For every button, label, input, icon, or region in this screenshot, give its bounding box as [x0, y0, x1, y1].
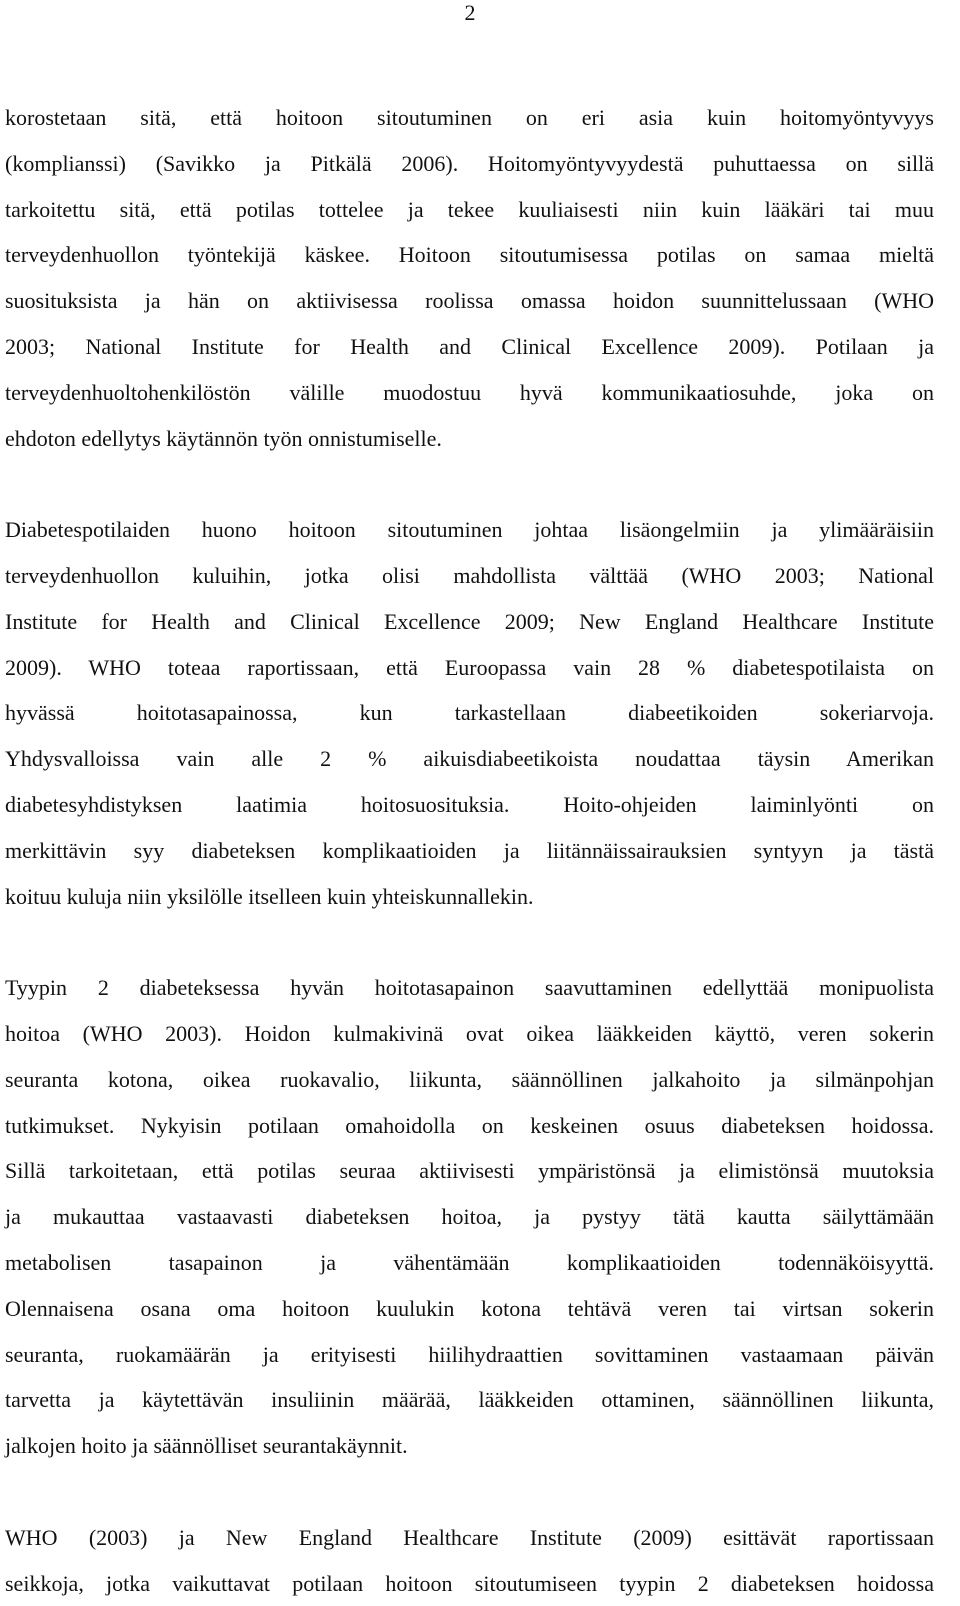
text-line: tarvetta ja käytettävän insuliinin määrää, lääkkeiden ottaminen, säännöllinen liikunta, — [5, 1387, 934, 1413]
paragraph-spacer — [5, 1469, 934, 1515]
paragraph-spacer — [5, 461, 934, 507]
text-line: WHO (2003) ja New England Healthcare Institute (2009) esittävät raportissaan — [5, 1524, 934, 1550]
document-body — [5, 95, 934, 1606]
text-line: tarkoitettu sitä, että potilas tottelee ja tekee kuuliaisesti niin kuin lääkäri tai muu — [5, 196, 934, 222]
text-line: ehdoton edellytys käytännön työn onnistumiselle. — [5, 425, 442, 451]
text-line: terveydenhuollon kuluihin, jotka olisi mahdollista välttää (WHO 2003; National — [5, 562, 934, 588]
text-line: Tyypin 2 diabeteksessa hyvän hoitotasapainon saavuttaminen edellyttää monipuolista — [5, 975, 934, 1001]
paragraph-1 — [5, 95, 934, 461]
text-line: korostetaan sitä, että hoitoon sitoutuminen on eri asia kuin hoitomyöntyvyys — [5, 105, 934, 130]
paragraph-2 — [5, 507, 934, 919]
text-line: Olennaisena osana oma hoitoon kuulukin kotona tehtävä veren tai virtsan sokerin — [5, 1295, 934, 1321]
text-line: merkittävin syy diabeteksen komplikaatioiden ja liitännäissairauksien syntyyn ja tästä — [5, 837, 934, 863]
text-line: metabolisen tasapainon ja vähentämään komplikaatioiden todennäköisyyttä. — [5, 1249, 934, 1275]
text-line: diabetesyhdistyksen laatimia hoitosuosituksia. Hoito-ohjeiden laiminlyönti on — [5, 791, 934, 817]
page-number: 2 — [464, 0, 476, 25]
paragraph-spacer — [5, 919, 934, 965]
text-line: terveydenhuoltohenkilöstön välille muodostuu hyvä kommunikaatiosuhde, joka on — [5, 379, 934, 405]
text-line: tutkimukset. Nykyisin potilaan omahoidolla on keskeinen osuus diabeteksen hoidossa. — [5, 1112, 934, 1138]
text-line: 2009). WHO toteaa raportissaan, että Euroopassa vain 28 % diabetespotilaista on — [5, 654, 934, 680]
text-line: seuranta, ruokamäärän ja erityisesti hiilihydraattien sovittaminen vastaamaan päivän — [5, 1341, 934, 1367]
text-line: (komplianssi) (Savikko ja Pitkälä 2006). Hoitomyöntyvyydestä puhuttaessa on sillä — [5, 150, 934, 176]
text-line: Institute for Health and Clinical Excellence 2009; New England Healthcare Institute — [5, 608, 934, 634]
text-line: 2003; National Institute for Health and Clinical Excellence 2009). Potilaan ja — [5, 333, 934, 359]
text-line: seuranta kotona, oikea ruokavalio, liikunta, säännöllinen jalkahoito ja silmänpohjan — [5, 1066, 934, 1092]
text-line: seikkoja, jotka vaikuttavat potilaan hoitoon sitoutumiseen tyypin 2 diabeteksen hoidossa — [5, 1570, 934, 1596]
text-line: ja mukauttaa vastaavasti diabeteksen hoitoa, ja pystyy tätä kautta säilyttämään — [5, 1204, 934, 1230]
text-line: koituu kuluja niin yksilölle itselleen kuin yhteiskunnallekin. — [5, 883, 534, 909]
text-line: Yhdysvalloissa vain alle 2 % aikuisdiabeetikoista noudattaa täysin Amerikan — [5, 746, 934, 772]
paragraph-4 — [5, 1515, 934, 1606]
paragraph-3 — [5, 965, 934, 1469]
text-line: jalkojen hoito ja säännölliset seurantakäynnit. — [5, 1433, 408, 1459]
text-line: hyvässä hoitotasapainossa, kun tarkastellaan diabeetikoiden sokeriarvoja. — [5, 700, 934, 726]
text-line: Diabetespotilaiden huono hoitoon sitoutuminen johtaa lisäongelmiin ja ylimääräisiin — [5, 517, 934, 543]
text-line: terveydenhuollon työntekijä käskee. Hoitoon sitoutumisessa potilas on samaa mieltä — [5, 242, 934, 268]
text-line: suosituksista ja hän on aktiivisessa roolissa omassa hoidon suunnittelussaan (WHO — [5, 288, 934, 314]
text-line: Sillä tarkoitetaan, että potilas seuraa aktiivisesti ympäristönsä ja elimistönsä muutoksia — [5, 1158, 934, 1184]
text-line: hoitoa (WHO 2003). Hoidon kulmakivinä ovat oikea lääkkeiden käyttö, veren sokerin — [5, 1020, 934, 1046]
